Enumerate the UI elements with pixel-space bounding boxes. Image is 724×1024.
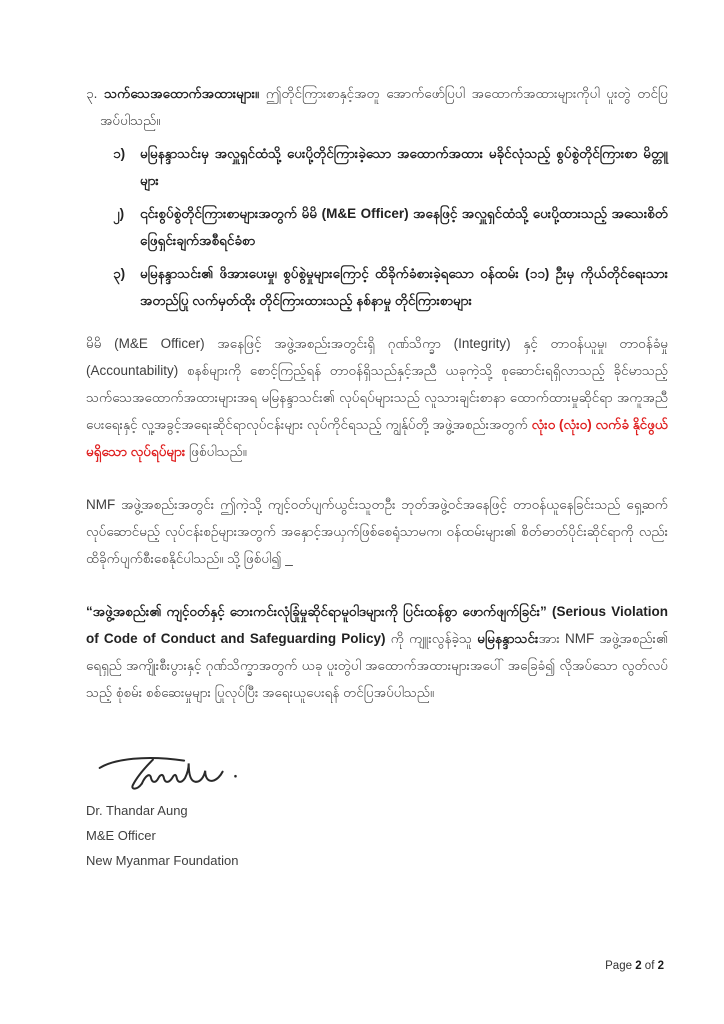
- footer-page-word: Page: [605, 960, 632, 972]
- footer-page-number: 2: [635, 960, 642, 972]
- evidence-list-item-3: [113, 260, 668, 314]
- section-heading-paragraph: [86, 80, 668, 134]
- list-item-number: ၁): [113, 146, 126, 161]
- footer-of-word: of: [644, 960, 655, 972]
- handwritten-signature-image: [96, 752, 252, 794]
- paragraph-integrity-ending: ဖြစ်ပါသည်။: [185, 444, 247, 459]
- violation-tail-text: အား NMF အဖွဲ့အစည်း၏ ရေရှည် အကျိုးစီးပွားနှင့် ဂုဏ်သိက္ခာအတွက် ယခု ပူးတွဲပါ အထောက်အထားများအပေါ် အခြေခံ၍ လိုအပ်သော လွတ်လပ်သည့် စုံစမ်း စစ်ဆေးမှုများ ပြုလုပ်ပြီး အရေးယူပေးရန် တင်ပြအပ်ပါသည်။: [86, 631, 668, 700]
- evidence-list-item-2: [113, 200, 668, 254]
- signatory-organization: New Myanmar Foundation: [86, 853, 239, 868]
- violation-person-name: မမြနန္ဒာသင်း: [477, 631, 539, 646]
- evidence-list-item-1: [113, 140, 668, 194]
- violation-mid-text: ကို ကျူးလွန်ခဲ့သူ: [385, 631, 478, 646]
- paragraph-integrity-text: မိမိ (M&E Officer) အနေဖြင့် အဖွဲ့အစည်းအတွင်းရှိ ဂုဏ်သိက္ခာ (Integrity) နှင့် တာဝန်ယူမှု၊ တာဝန်ခံမှု (Accountability) စနစ်များကို စောင့်ကြည့်ရန် တာဝန်ရှိသည်နှင့်အညီ ယခုကဲ့သို့ စုဆောင်းရရှိလာသည့် ခိုင်မာသည့် သက်သေအထောက်အထားများအရ မမြနန္ဒာသင်း၏ လုပ်ရပ်များသည် လူသားချင်းစာနာ ထောက်ထားမှုဆိုင်ရာ အကူအညီပေးရေးနှင့် လူ့အခွင့်အရေးဆိုင်ရာလုပ်ငန်းများ လုပ်ကိုင်ရသည့် ကျွန်ုပ်တို့ အဖွဲ့အစည်းအတွက်: [86, 336, 668, 432]
- section-number: ၃.: [86, 86, 98, 101]
- section-intro: ဤတိုင်ကြားစာနှင့်အတူ အောက်ဖော်ပြပါ အထောက်အထားများကိုပါ ပူးတွဲ တင်ပြ အပ်ပါသည်။: [100, 86, 668, 128]
- list-item-number: ၃): [113, 266, 126, 281]
- list-item-number: ၂): [113, 206, 125, 221]
- evidence-list: [113, 140, 668, 314]
- signature-block: [86, 752, 668, 869]
- document-content: [86, 80, 668, 877]
- signatory-name: Dr. Thandar Aung: [86, 803, 188, 818]
- list-item-text: မမြနန္ဒာသင်းမှ အလှူရှင်ထံသို့ ပေးပို့တိုင်ကြားခဲ့သော အထောက်အထား မခိုင်လုံသည့် စွပ်စွဲတိုင်ကြားစာ မိတ္တူများ: [140, 146, 668, 188]
- red-emphasis-text: လုံးဝ (လုံးဝ) လက်ခံ နိုင်ဖွယ်မရှိသော လုပ်ရပ်များ: [86, 417, 668, 459]
- paragraph-violation: [86, 598, 668, 706]
- list-item-text: ၎င်းစွပ်စွဲတိုင်ကြားစာများအတွက် မိမိ (M&E Officer) အနေဖြင့် အလှူရှင်ထံသို့ ပေးပို့ထားသည့် အသေးစိတ် ဖြေရှင်းချက်အစီရင်ခံစာ: [140, 206, 668, 248]
- signatory-title: M&E Officer: [86, 828, 156, 843]
- list-item-text: မမြနန္ဒာသင်း၏ ဖိအားပေးမှု၊ စွပ်စွဲမှုများကြောင့် ထိခိုက်ခံစားခဲ့ရသော ဝန်ထမ်း (၁၁) ဦးမှ ကိုယ်တိုင်ရေးသား အတည်ပြု လက်မှတ်ထိုး တိုင်ကြားထားသည့် နစ်နာမှု တိုင်ကြားစာများ: [140, 266, 668, 308]
- footer-total-pages: 2: [657, 960, 664, 972]
- paragraph-nmf: NMF အဖွဲ့အစည်းအတွင်း ဤကဲ့သို့ ကျင့်ဝတ်ပျက်ယွင်းသူတဦး ဘုတ်အဖွဲ့ဝင်အနေဖြင့် တာဝန်ယူနေခြင်းသည် ရှေ့ဆက် လုပ်ဆောင်မည့် လုပ်ငန်းစဉ်များအတွက် အနှောင့်အယှက်ဖြစ်စေရုံသာမက၊ ဝန်ထမ်းများ၏ စိတ်ဓာတ်ပိုင်းဆိုင်ရာကို လည်း ထိခိုက်ပျက်စီးစေနိုင်ပါသည်။ သို့ဖြစ်ပါ၍ _: [86, 497, 668, 566]
- paragraph-integrity: [86, 330, 668, 465]
- page-number-footer: [605, 960, 664, 972]
- section-heading: သက်သေအထောက်အထားများ။: [104, 86, 260, 101]
- violation-quote-bold: “အဖွဲ့အစည်း၏ ကျင့်ဝတ်နှင့် ဘေးကင်းလုံခြုံမှုဆိုင်ရာမူဝါဒများကို ပြင်းထန်စွာ ဖောက်ဖျက်ခြင်း” (Serious Violation of Code of Conduct and Safeguarding Policy): [86, 604, 668, 646]
